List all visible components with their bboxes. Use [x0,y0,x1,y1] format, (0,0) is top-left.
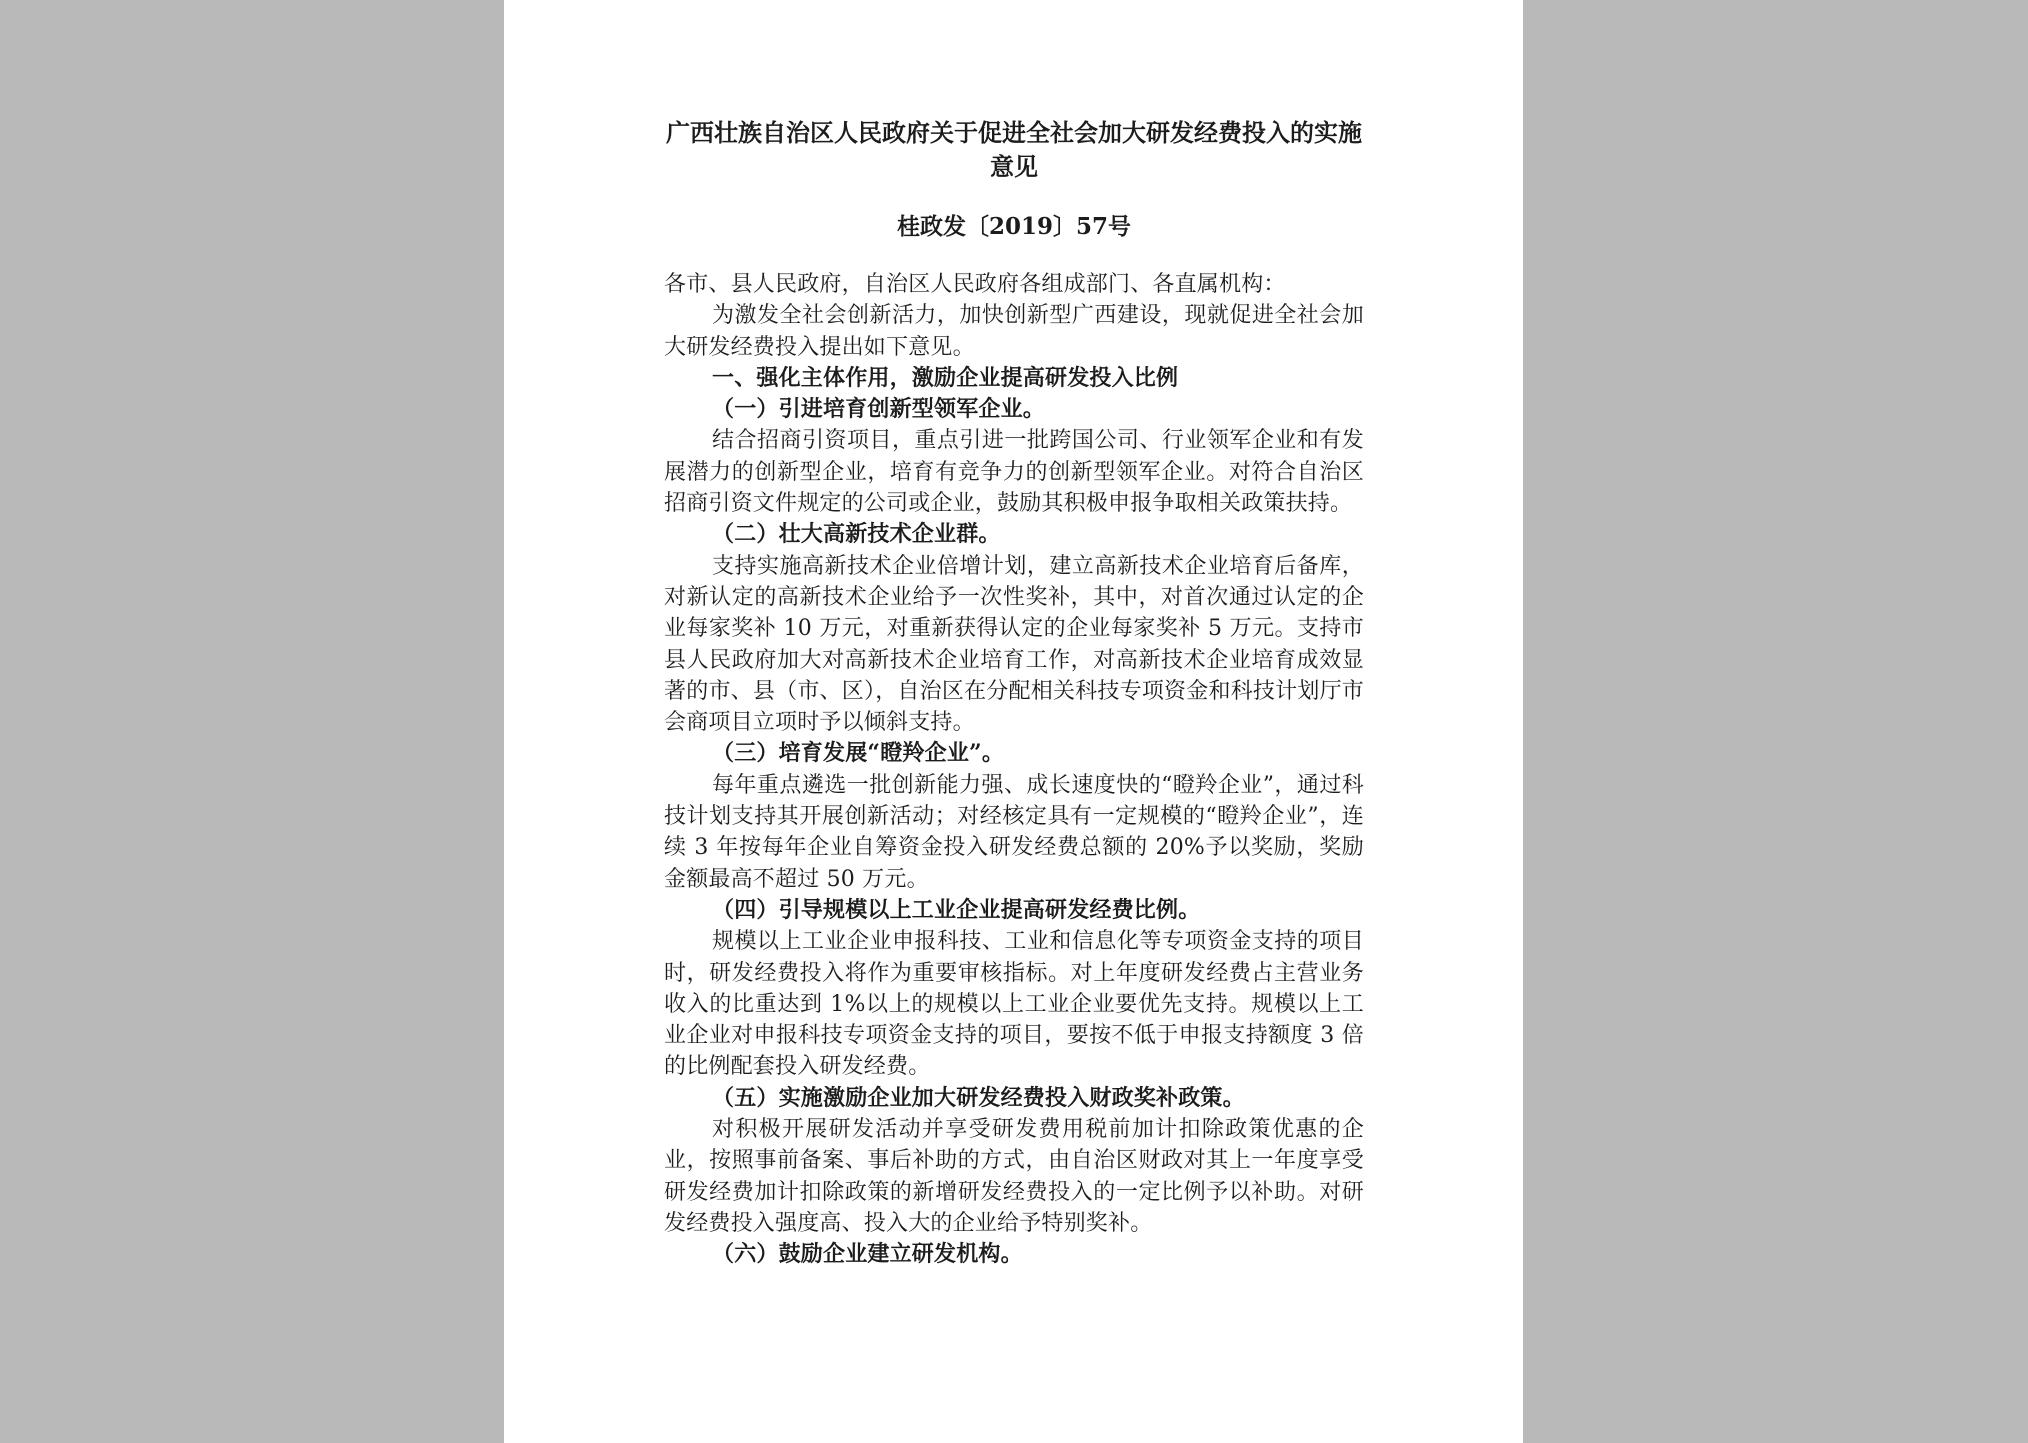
document-number: 桂政发〔2019〕57号 [896,213,1132,240]
subsection-6-heading: （六）鼓励企业建立研发机构。 [712,1241,1023,1268]
salutation: 各市、县人民政府，自治区人民政府各组成部门、各直属机构： [664,272,1286,297]
section-1-heading: 一、强化主体作用，激励企业提高研发投入比例 [712,364,1179,391]
intro-paragraph: 为激发全社会创新活力，加快创新型广西建设，现就促进全社会加大研发经费投入提出如下意见。 [664,303,1364,360]
document-page [504,0,1523,1443]
subsection-5-body: 对积极开展研发活动并享受研发费用税前加计扣除政策优惠的企业，按照事前备案、事后补助的方式，由自治区财政对其上一年度享受研发经费加计扣除政策的新增研发经费投入的一定比例予以补助。对研发经费投入强度高、投入大的企业给予特别奖补。 [664,1117,1364,1236]
subsection-2-heading: （二）壮大高新技术企业群。 [712,521,1001,548]
document-content [664,116,1364,1271]
subsection-3-heading: （三）培育发展“瞪羚企业”。 [712,740,1005,767]
subsection-4-heading: （四）引导规模以上工业企业提高研发经费比例。 [712,896,1201,923]
subsection-1-heading: （一）引进培育创新型领军企业。 [712,396,1046,423]
subsection-4-body: 规模以上工业企业申报科技、工业和信息化等专项资金支持的项目时，研发经费投入将作为重要审核指标。对上年度研发经费占主营业务收入的比重达到 1%以上的规模以上工业企业要优先支持。规模以上工业企业对申报科技专项资金支持的项目，要按不低于申报支持额度 3 倍的比例配套投入研发经费。 [664,929,1364,1080]
document-title: 广西壮族自治区人民政府关于促进全社会加大研发经费投入的实施意见 [666,118,1362,181]
subsection-3-body: 每年重点遴选一批创新能力强、成长速度快的“瞪羚企业”，通过科技计划支持其开展创新活动；对经核定具有一定规模的“瞪羚企业”，连续 3 年按每年企业自筹资金投入研发经费总额的 20%予以奖励，奖励金额最高不超过 50 万元。 [664,772,1364,892]
subsection-1-body: 结合招商引资项目，重点引进一批跨国公司、行业领军企业和有发展潜力的创新型企业，培育有竞争力的创新型领军企业。对符合自治区招商引资文件规定的公司或企业，鼓励其积极申报争取相关政策扶持。 [664,428,1364,517]
subsection-5-heading: （五）实施激励企业加大研发经费投入财政奖补政策。 [712,1084,1245,1111]
subsection-2-body: 支持实施高新技术企业倍增计划，建立高新技术企业培育后备库，对新认定的高新技术企业给予一次性奖补，其中，对首次通过认定的企业每家奖补 10 万元，对重新获得认定的企业每家奖补 5 万元。支持市县人民政府加大对高新技术企业培育工作，对高新技术企业培育成效显著的市、县（市、区），自治区在分配相关科技专项资金和科技计划厅市会商项目立项时予以倾斜支持。 [664,553,1364,736]
